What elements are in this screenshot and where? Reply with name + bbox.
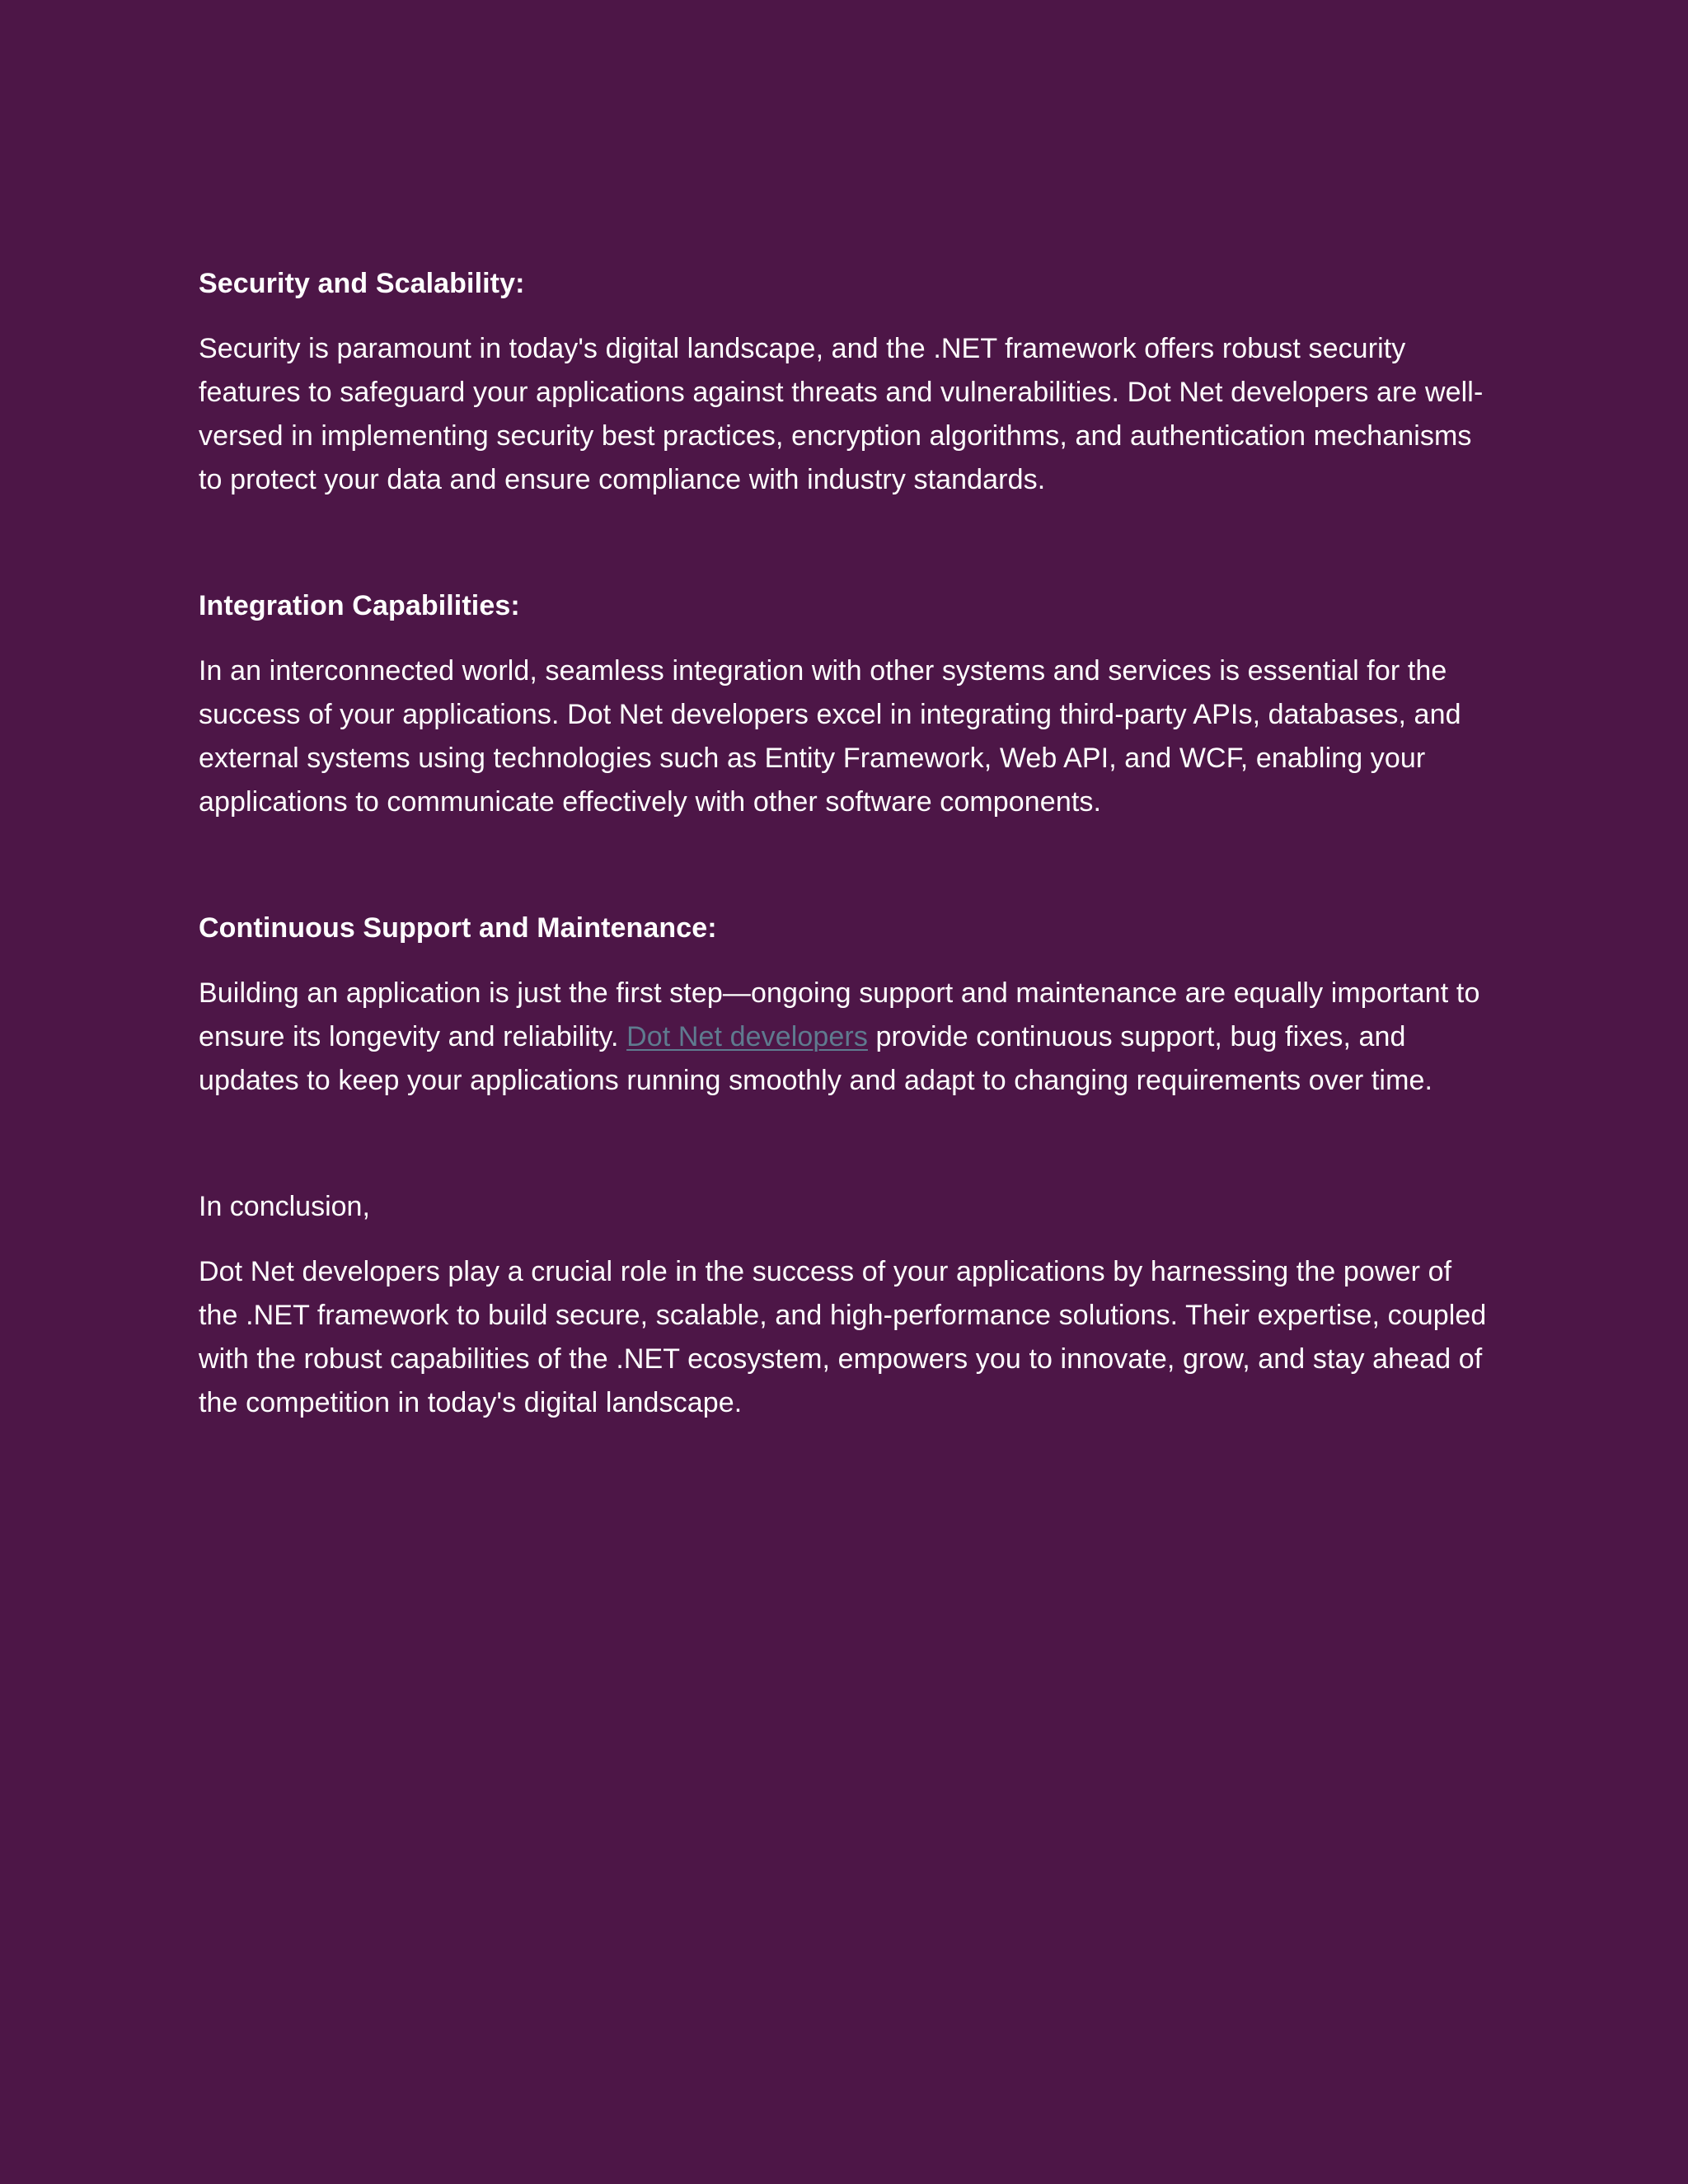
section-paragraph [199,972,1497,1103]
section-paragraph: Dot Net developers play a crucial role in the success of your applications by harnessing the power of the .NET framework to build secure, scalable, and high-performance solutions. Their expertise, coupled with the robust capabilities of the .NET ecosystem, empowers you to innovate, grow, and stay ahead of the competition in today's digital landscape. [199,1256,1487,1418]
section-paragraph: Security is paramount in today's digital landscape, and the .NET framework offers robust security features to safeguard your applications against threats and vulnerabilities. Dot Net developers are well-versed in implementing security best practices, encryption algorithms, and authentication mechanisms to protect your data and ensure compliance with industry standards. [199,333,1484,495]
section-heading: Continuous Support and Maintenance: [199,912,717,944]
section-paragraph: In an interconnected world, seamless integration with other systems and services is essential for the success of your applications. Dot Net developers excel in integrating third-party APIs, databases, and external systems using technologies such as Entity Framework, Web API, and WCF, enabling your applications to communicate effectively with other software components. [199,655,1461,818]
section-continuous-support [199,907,1497,1103]
conclusion-lead: In conclusion, [199,1191,370,1222]
section-integration-capabilities [199,584,1497,824]
section-heading: Integration Capabilities: [199,590,520,621]
dot-net-developers-link[interactable]: Dot Net developers [626,1021,868,1052]
paragraph-text-after-link: provide continuous support, bug fixes, and updates to keep your applications running smoothly and adapt to changing requirements over time. [199,1021,1433,1096]
section-heading: Security and Scalability: [199,268,525,299]
section-security-scalability [199,262,1497,502]
section-conclusion [199,1185,1497,1425]
paragraph-text-before-link: Building an application is just the first step—ongoing support and maintenance are equally important to ensure its longevity and reliability. [199,977,1480,1052]
article-content [199,262,1497,1507]
